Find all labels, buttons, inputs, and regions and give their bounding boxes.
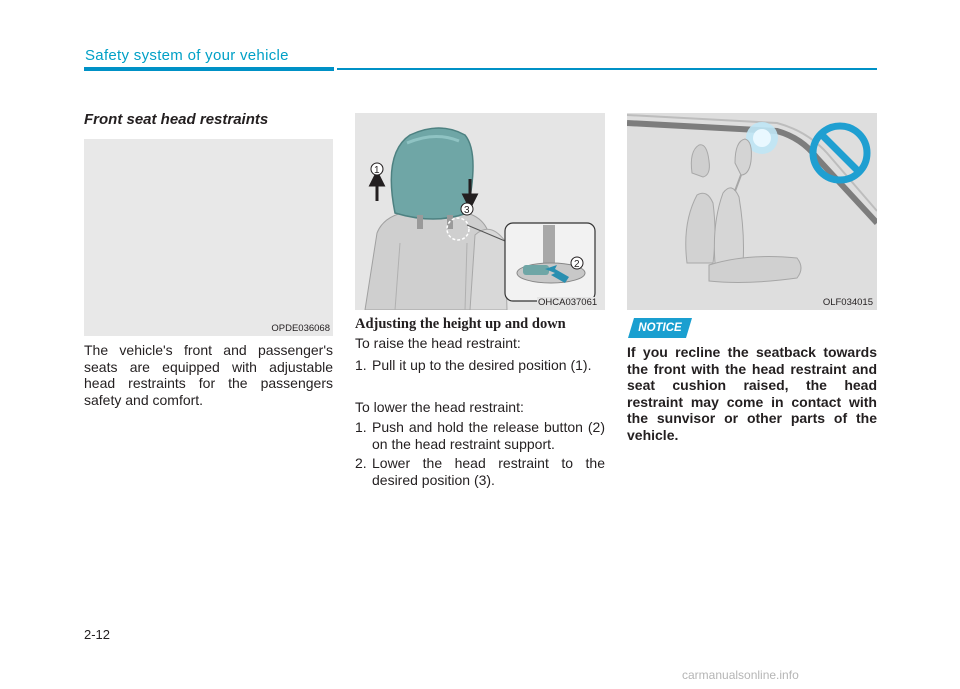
header-rule-thick: [84, 67, 334, 71]
step-number: 1.: [355, 357, 367, 373]
lower-step: [355, 455, 605, 488]
header-rule-thin: [337, 68, 877, 70]
step-text: Pull it up to the desired position (1).: [372, 357, 592, 373]
figure-seat-recline-warning: [627, 113, 877, 310]
raise-step: [355, 357, 605, 374]
notice-text: If you recline the seatback towards the front with the head restraint and seat cushion raised, the head restraint may come in contact with the sunvisor or other parts of the vehicle.: [627, 344, 877, 443]
raise-intro: To raise the head restraint:: [355, 335, 521, 351]
callout-3: 3: [464, 205, 470, 216]
watermark: carmanualsonline.info: [682, 668, 799, 682]
lower-intro: To lower the head restraint:: [355, 399, 524, 415]
seat-illustration: [355, 113, 605, 310]
step-number: 1.: [355, 419, 367, 435]
callout-2: 2: [574, 259, 580, 270]
figure-head-restraint-adjust: [355, 113, 605, 310]
section-title: Front seat head restraints: [84, 111, 269, 128]
lower-step: [355, 419, 605, 452]
subsection-title: Adjusting the height up and down: [355, 316, 566, 332]
figure-code: OPDE036068: [271, 323, 330, 334]
recline-illustration: [627, 113, 877, 310]
notice-label: NOTICE: [638, 322, 682, 334]
callout-1: 1: [374, 165, 380, 176]
page-number: 2-12: [84, 627, 111, 642]
step-text: Push and hold the release button (2) on the head restraint support.: [372, 419, 605, 452]
figure-head-restraints-placeholder: [84, 139, 333, 336]
figure-code: OLF034015: [822, 297, 873, 308]
figure-code: OHCA037061: [538, 297, 598, 308]
step-number: 2.: [355, 455, 367, 471]
step-text: Lower the head restraint to the desired position (3).: [372, 455, 605, 488]
notice-badge: [628, 318, 692, 338]
intro-paragraph: The vehicle's front and passenger's seats are equipped with adjustable head restraints for the passengers safety and comfort.: [84, 342, 333, 408]
section-header-title: Safety system of your vehicle: [85, 47, 289, 64]
